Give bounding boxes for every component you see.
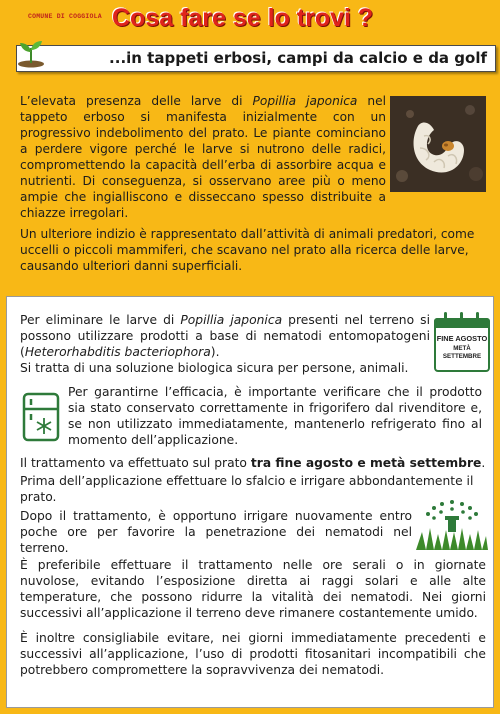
header	[0, 0, 500, 40]
sprinkler-icon	[414, 498, 490, 552]
refrigeration-paragraph: Per garantirne l’efficacia, è importante verificare che il prodotto sia stato conservato correttamente in frigorifero dal rivenditore e, se non utilizzato immediatamente, mantenerlo refrigerato fino al momento dell’applicazione.	[68, 385, 482, 447]
fridge-icon	[22, 392, 60, 442]
municipality-label: COMUNE DI COGGIOLA	[28, 13, 102, 20]
subtitle-banner	[16, 45, 496, 72]
intro-paragraph-2: Un ulteriore indizio è rappresentato dall’attività di animali predatori, come uccelli o piccoli mammiferi, che scavano nel prato alla ricerca delle larve, causando ulteriori danni superficiali.	[20, 227, 475, 273]
nematode-paragraph: Per eliminare le larve di Popillia japonica presenti nel terreno si possono utilizzare prodotti a base di nematodi entomopatogeni (Heterorhabditis bacteriophora).	[20, 313, 430, 359]
calendar-line-2: METÀ SETTEMBRE	[442, 345, 482, 360]
safety-paragraph: Si tratta di una soluzione biologica sicura per persone, animali.	[20, 361, 409, 375]
conditions-paragraph: È preferibile effettuare il trattamento nelle ore serali o in giornate nuvolose, evitando l’esposizione diretta ai raggi solari e alle alte temperature, che possono ridurre la vitalità dei nematodi. Nei giorni successivi all’applicazione il terreno deve rimanere costantemente umido.	[20, 558, 486, 620]
intro-paragraph-1: L’elevata presenza delle larve di Popillia japonica nel tappeto erboso si manifesta inizialmente con un progressivo indebolimento del prato. Le piante cominciano a perdere vigore perché le larve si nutrono delle radici, compromettendo la capacità dell’erba di assorbire acqua e nutrienti. Di conseguenza, si osservano aree più o meno ampie che ingialliscono e disseccano spesso distribuite a chiazze irregolari.	[20, 94, 387, 220]
calendar-line-1: FINE AGOSTO	[436, 334, 488, 343]
larva-image	[390, 96, 486, 192]
sprout-icon	[14, 38, 48, 68]
subtitle: ...in tappeti erbosi, campi da calcio e da golf	[109, 49, 487, 67]
calendar-ring-icon	[476, 312, 479, 324]
calendar-ring-icon	[444, 312, 447, 324]
page-title: Cosa fare se lo trovi ?	[112, 4, 374, 32]
mowing-paragraph: Prima dell’applicazione effettuare lo sfalcio e irrigare abbondantemente il prato.	[20, 474, 474, 504]
calendar-ring-icon	[460, 312, 463, 324]
calendar-icon	[434, 312, 490, 374]
pesticide-warning-paragraph: È inoltre consigliabile evitare, nei giorni immediatamente precedenti e successivi all’applicazione, l’uso di prodotti fitosanitari incompatibili che potrebbero compromettere la sopravvivenza dei nematodi.	[20, 631, 486, 677]
timing-paragraph: Il trattamento va effettuato sul prato tra fine agosto e metà settembre.	[20, 456, 486, 470]
larva-photo	[390, 96, 486, 192]
irrigation-paragraph: Dopo il trattamento, è opportuno irrigare nuovamente entro poche ore per favorire la penetrazione dei nematodi nel terreno.	[20, 509, 412, 555]
